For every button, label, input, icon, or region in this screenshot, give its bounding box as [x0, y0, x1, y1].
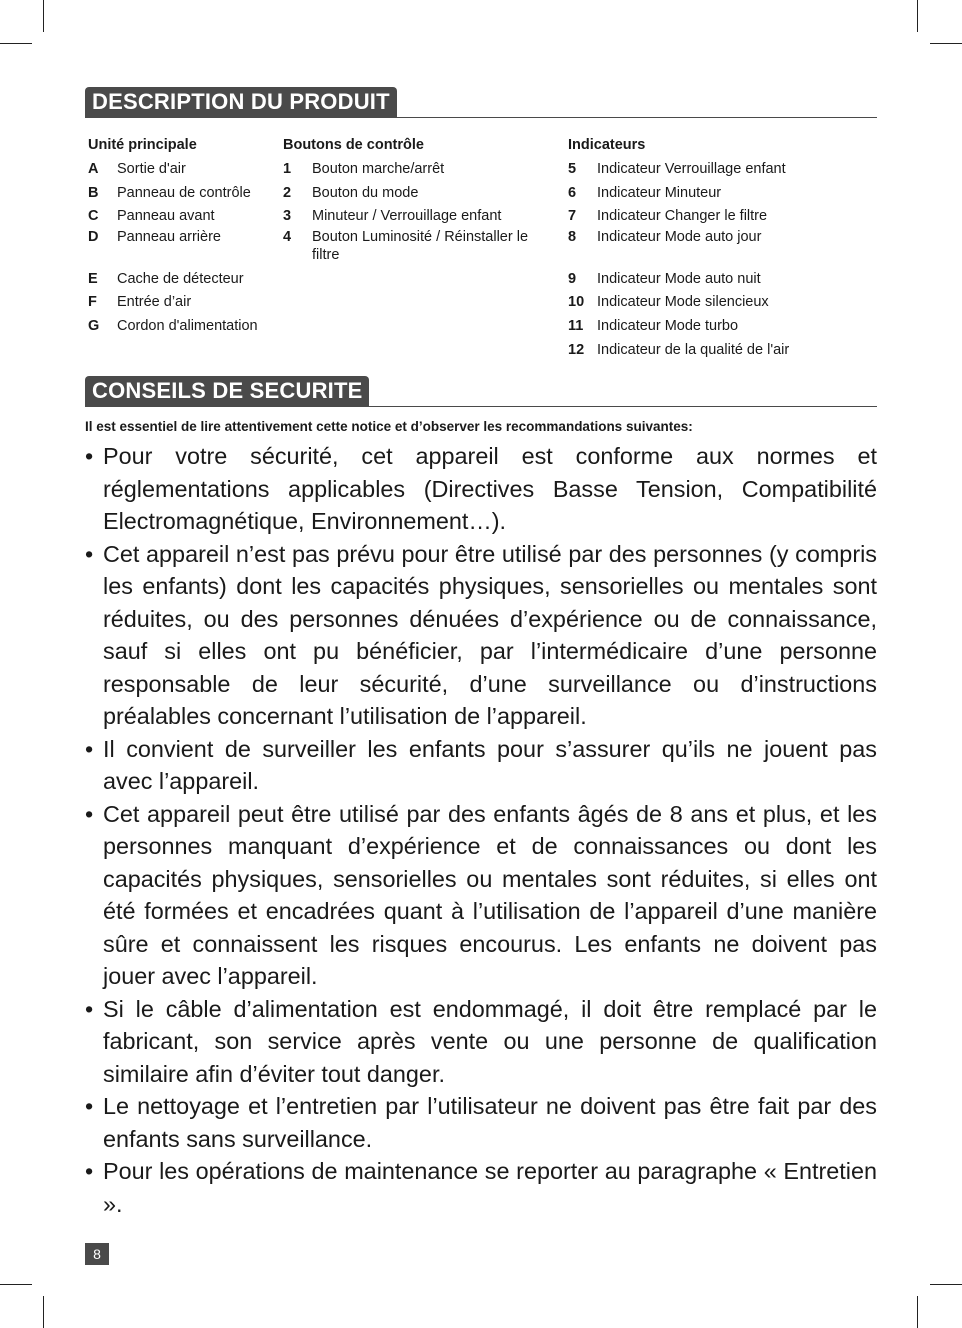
item-label: Bouton du mode — [312, 185, 419, 201]
item-key: 2 — [283, 185, 292, 201]
safety-item-text: Cet appareil peut être utilisé par des enfants âgés de 8 ans et plus, et les personnes manquant d’expérience et de connaissances ou dont les capacités physiques, sensorielles ou mentales sont réduites, si elles ont été formées et encadrées quant à l’utilisation de l’appareil d’une manière sûre et connaissent les risques encourus. Les enfants ne doivent pas jouer avec l’appareil. — [103, 800, 877, 989]
item-label: Indicateur Mode auto jour — [597, 229, 762, 245]
crop-mark — [930, 43, 962, 44]
safety-item — [85, 798, 877, 993]
safety-heading-rule — [85, 406, 877, 407]
item-key: C — [88, 208, 99, 224]
safety-item-text: Pour les opérations de maintenance se reporter au paragraphe « Entretien ». — [103, 1158, 877, 1217]
item-key: G — [88, 318, 100, 334]
item-label: Entrée d’air — [117, 294, 192, 310]
item-key: 12 — [568, 342, 585, 358]
item-label: Sortie d'air — [117, 161, 186, 177]
item-label: Indicateur Verrouillage enfant — [597, 161, 786, 177]
control-buttons-title: Boutons de contrôle — [283, 137, 424, 153]
page-number: 8 — [85, 1243, 109, 1265]
item-key: E — [88, 271, 98, 287]
item-key: 11 — [568, 318, 584, 334]
indicators-title: Indicateurs — [568, 137, 646, 153]
safety-item — [85, 1090, 877, 1155]
item-key: D — [88, 229, 99, 245]
item-key: 1 — [283, 161, 292, 177]
item-label: Minuteur / Verrouillage enfant — [312, 208, 502, 224]
safety-intro: Il est essentiel de lire attentivement cette notice et d’observer les recommandations suivantes: — [85, 419, 693, 434]
item-key: 8 — [568, 229, 577, 245]
safety-item — [85, 1155, 877, 1220]
item-key: A — [88, 161, 99, 177]
bullet-icon: • — [85, 540, 94, 567]
bullet-icon: • — [85, 443, 94, 469]
crop-mark — [0, 43, 32, 44]
item-label: Bouton Luminosité / Réinstaller le filtre — [312, 229, 529, 263]
item-label: Panneau de contrôle — [117, 185, 251, 201]
bullet-icon: • — [85, 995, 94, 1022]
item-key: B — [88, 185, 99, 201]
item-label: Cordon d'alimentation — [117, 318, 258, 334]
item-label: Cache de détecteur — [117, 271, 244, 287]
main-unit-title: Unité principale — [88, 137, 197, 153]
item-key: 7 — [568, 208, 577, 224]
crop-mark — [43, 1296, 44, 1328]
item-label: Bouton marche/arrêt — [312, 161, 445, 177]
description-heading: DESCRIPTION DU PRODUIT — [85, 87, 397, 117]
safety-item-text: Si le câble d’alimentation est endommagé, il doit être remplacé par le fabricant, son service après vente ou une personne de qualification similaire afin d’éviter tout danger. — [103, 995, 877, 1087]
item-key: 9 — [568, 271, 577, 287]
safety-item — [85, 733, 877, 798]
bullet-icon: • — [85, 1093, 94, 1119]
bullet-icon: • — [85, 1158, 94, 1184]
item-label: Indicateur Mode auto nuit — [597, 271, 761, 287]
bullet-icon: • — [85, 735, 94, 762]
crop-mark — [43, 0, 44, 32]
safety-item-text: Il convient de surveiller les enfants pour s’assurer qu’ils ne jouent pas avec l’appareil. — [103, 735, 877, 794]
item-label: Panneau arrière — [117, 229, 221, 245]
item-key: 3 — [283, 208, 292, 224]
safety-item-text: Cet appareil n’est pas prévu pour être utilisé par des personnes (y compris les enfants) dont les capacités physiques, sensorielles ou mentales sont réduites, ou des personnes dénuées d’expérience ou de connaissance, sauf si elles ont pu bénéficier, par l’intermédicaire d’une personne responsable de leur sécurité, d’une surveillance ou d’instructions préalables concernant l’utilisation de l’appareil. — [103, 540, 877, 729]
item-label: Indicateur Minuteur — [597, 185, 722, 201]
safety-item — [85, 440, 877, 538]
safety-item-text: Le nettoyage et l’entretien par l’utilisateur ne doivent pas être fait par des enfants sans surveillance. — [103, 1093, 877, 1152]
item-label: Panneau avant — [117, 208, 215, 224]
safety-item-text: Pour votre sécurité, cet appareil est conforme aux normes et réglementations applicables (Directives Basse Tension, Compatibilité Electromagnétique, Environnement…). — [103, 443, 877, 534]
crop-mark — [917, 1296, 918, 1328]
safety-item — [85, 538, 877, 733]
safety-item — [85, 993, 877, 1091]
item-key: 5 — [568, 161, 577, 177]
safety-list — [85, 440, 877, 1220]
item-key: 4 — [283, 229, 292, 245]
item-label: Indicateur Changer le filtre — [597, 208, 768, 224]
item-label: Indicateur Mode silencieux — [597, 294, 769, 310]
bullet-icon: • — [85, 800, 94, 827]
item-key: 6 — [568, 185, 577, 201]
crop-mark — [930, 1284, 962, 1285]
crop-mark — [917, 0, 918, 32]
item-key: 10 — [568, 294, 585, 310]
description-panel — [88, 136, 878, 366]
crop-mark — [0, 1284, 32, 1285]
item-label: Indicateur Mode turbo — [597, 318, 739, 334]
item-key: F — [88, 294, 97, 310]
description-heading-rule — [85, 117, 877, 118]
item-label: Indicateur de la qualité de l'air — [597, 342, 790, 358]
safety-heading: CONSEILS DE SECURITE — [85, 376, 369, 406]
